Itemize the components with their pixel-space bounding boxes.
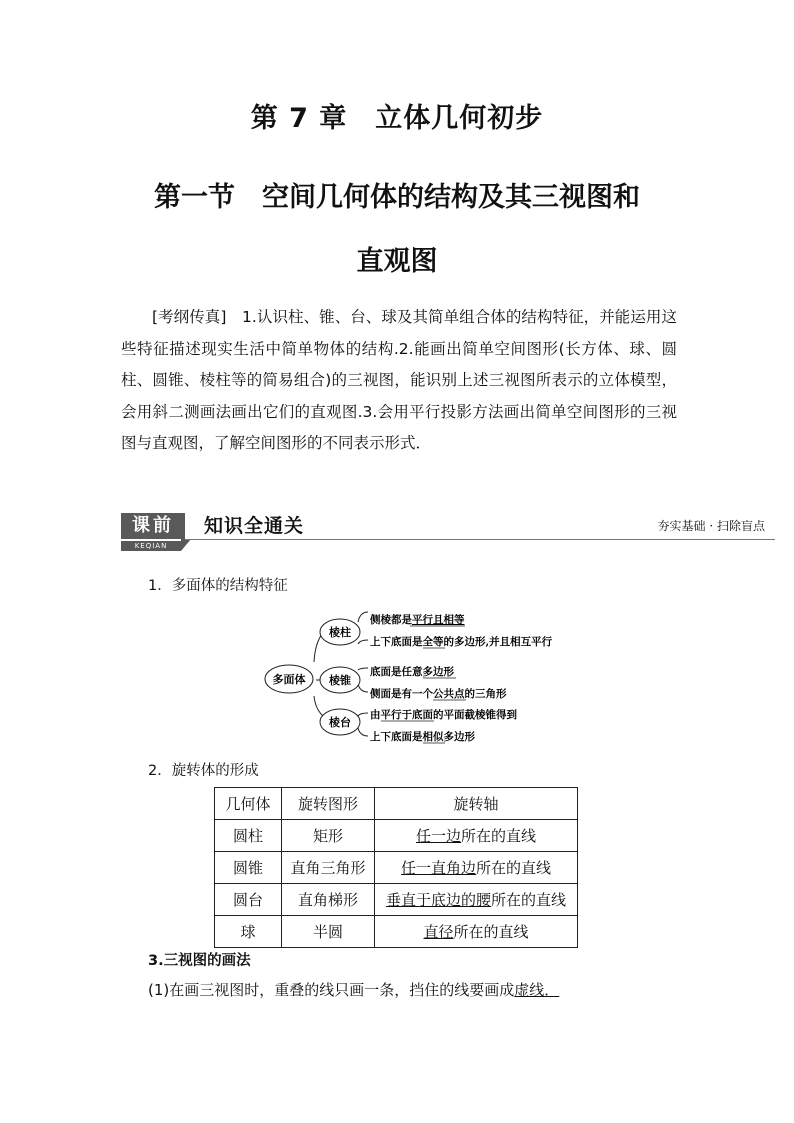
dashed-line-term: 虚线． <box>514 981 560 999</box>
banner-right-text: 夯实基础 · 扫除盲点 <box>657 519 765 533</box>
section1-heading: 1．多面体的结构特征 <box>148 578 288 594</box>
pyramid-line-1: 底面是任意多边形 <box>370 666 454 678</box>
connector-frustum-2 <box>358 728 368 736</box>
header-solid: 几何体 <box>215 788 282 820</box>
table-header-row <box>215 788 578 820</box>
intro-label: [考纲传真] <box>152 308 227 326</box>
connector-prism-1 <box>358 612 368 622</box>
section-banner <box>121 513 775 553</box>
connector-pyramid-1 <box>358 668 368 670</box>
table-row: 圆台 直角梯形 垂直于底边的腰所在的直线 <box>215 884 578 916</box>
section-title-line2: 直观图 <box>356 246 438 277</box>
polyhedron-structure-diagram <box>260 600 600 752</box>
prism-line-2: 上下底面是全等的多边形,并且相互平行 <box>370 636 553 648</box>
header-axis: 旋转轴 <box>375 788 578 820</box>
section3-paragraph1: (1)在画三视图时，重叠的线只画一条，挡住的线要画成虚线． <box>148 981 560 999</box>
connector-prism-2 <box>358 640 368 644</box>
banner-title: 知识全通关 <box>204 515 305 537</box>
node-prism-label: 棱柱 <box>329 626 351 639</box>
section-title <box>0 166 794 294</box>
prism-line-1: 侧棱都是平行且相等 <box>370 614 465 626</box>
node-frustum-label: 棱台 <box>329 716 351 729</box>
connector-pyramid-2 <box>358 684 368 692</box>
banner-tag-pinyin: KEQIAN <box>121 541 181 551</box>
frustum-line-1: 由平行于底面的平面截棱锥得到 <box>370 709 517 721</box>
syllabus-intro <box>121 302 677 460</box>
connector-frustum-1 <box>358 713 368 716</box>
section2-heading: 2．旋转体的形成 <box>148 763 259 779</box>
table-row: 球 半圆 直径所在的直线 <box>215 916 578 948</box>
table-row: 圆柱 矩形 任一边所在的直线 <box>215 820 578 852</box>
header-shape: 旋转图形 <box>282 788 375 820</box>
table-row: 圆锥 直角三角形 任一直角边所在的直线 <box>215 852 578 884</box>
banner-tag: 课前 <box>132 515 174 536</box>
banner-divider <box>185 539 775 540</box>
chapter-title: 第 7 章 立体几何初步 <box>250 103 544 134</box>
node-pyramid-label: 棱锥 <box>329 674 351 687</box>
rotation-solids-table <box>214 787 578 948</box>
intro-text: 1.认识柱、锥、台、球及其简单组合体的结构特征，并能运用这些特征描述现实生活中简单物体的结构.2.能画出简单空间图形(长方体、球、圆柱、圆锥、棱柱等的简易组合)的三视图，能识别上述三视图所表示的立体模型，会用斜二测画法画出它们的直观图.3.会用平行投影方法画出简单空间图形的三视图与直观图，了解空间图形的不同表示形式． <box>121 308 677 452</box>
node-root-label: 多面体 <box>272 673 306 686</box>
section-title-line1: 第一节 空间几何体的结构及其三视图和 <box>154 182 640 213</box>
frustum-line-2: 上下底面是相似多边形 <box>370 731 475 743</box>
section3-heading: 3.三视图的画法 <box>148 953 251 969</box>
pyramid-line-2: 侧面是有一个公共点的三角形 <box>370 688 507 700</box>
